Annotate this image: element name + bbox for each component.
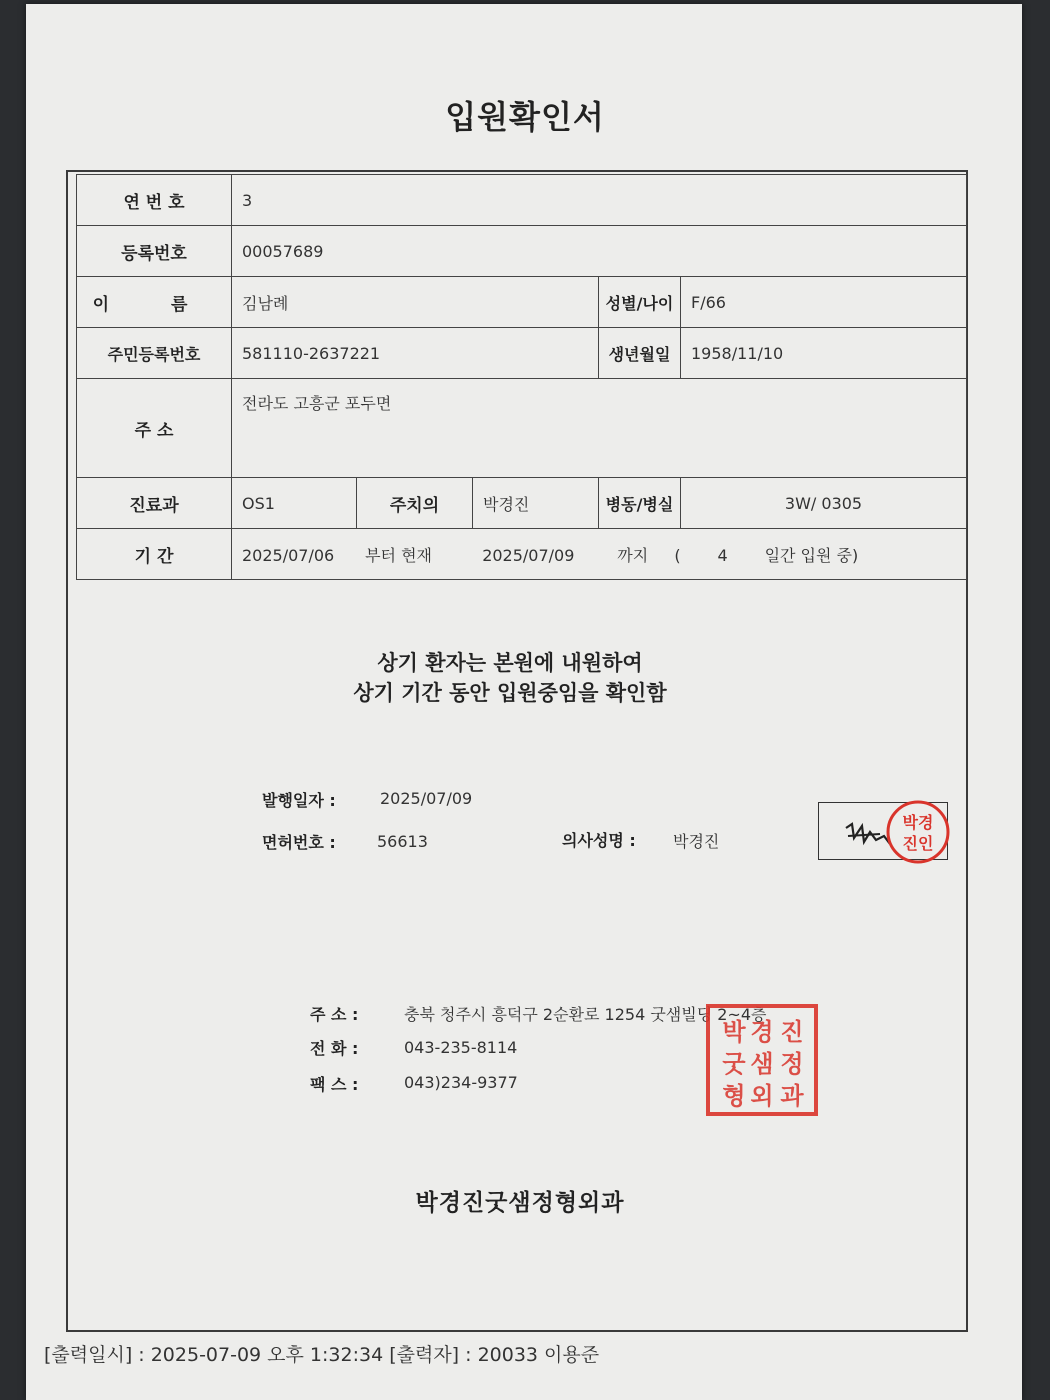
period-value — [232, 529, 967, 580]
seal-char: 박 — [722, 1018, 746, 1046]
seal-char: 형 — [722, 1082, 746, 1110]
period-until: 까지 — [617, 545, 649, 565]
seal-char: 정 — [780, 1050, 804, 1078]
seal-char: 과 — [780, 1082, 804, 1110]
issue-date-value: 2025/07/09 — [380, 789, 473, 808]
ward-label: 병동/병실 — [599, 478, 681, 529]
doctor-name-value: 박경진 — [673, 832, 720, 851]
serial-label: 연 번 호 — [77, 175, 232, 226]
seal-char: 외 — [750, 1082, 774, 1110]
serial-value: 3 — [232, 175, 967, 226]
hospital-phone-label: 전 화 : — [310, 1039, 359, 1058]
hospital-address-value: 충북 청주시 흥덕구 2순환로 1254 굿샘빌딩 2~4층 — [404, 1005, 767, 1024]
sex-age-value: F/66 — [681, 277, 967, 328]
sex-age-label: 성별/나이 — [599, 277, 681, 328]
doctor-signature-seal — [818, 792, 958, 872]
row-name — [77, 277, 967, 328]
statement-line-1: 상기 환자는 본원에 내원하여 — [377, 651, 643, 675]
period-end: 2025/07/09 — [482, 545, 575, 565]
period-from: 부터 현재 — [365, 545, 433, 565]
row-serial — [77, 175, 967, 226]
period-start: 2025/07/06 — [242, 545, 335, 565]
doctor-seal-circle — [888, 802, 948, 862]
license-label: 면허번호 : — [262, 833, 336, 852]
address-label: 주 소 — [77, 379, 232, 478]
hospital-fax-value: 043)234-9377 — [404, 1073, 518, 1092]
doctor-name-label: 의사성명 : — [562, 831, 636, 850]
period-label: 기 간 — [77, 529, 232, 580]
seal-char: 진 — [780, 1018, 804, 1046]
hospital-phone-value: 043-235-8114 — [404, 1038, 518, 1057]
row-department — [77, 478, 967, 529]
dob-value: 1958/11/10 — [681, 328, 967, 379]
reg-no-value: 00057689 — [232, 226, 967, 277]
row-period — [77, 529, 967, 580]
name-value: 김남례 — [232, 277, 599, 328]
dept-value: OS1 — [232, 478, 357, 529]
period-suffix: 일간 입원 중) — [764, 545, 859, 565]
rrn-label: 주민등록번호 — [77, 328, 232, 379]
ward-value: 3W/ 0305 — [681, 478, 967, 529]
doctor-seal-bottom: 진인 — [902, 834, 934, 853]
license-value: 56613 — [377, 832, 428, 851]
doctor-label: 주치의 — [357, 478, 473, 529]
dept-label: 진료과 — [77, 478, 232, 529]
reg-no-label: 등록번호 — [77, 226, 232, 277]
page-title: 입원확인서 — [445, 98, 605, 136]
issue-date-label: 발행일자 : — [262, 791, 336, 810]
period-days: 4 — [717, 545, 728, 565]
rrn-value: 581110-2637221 — [232, 328, 599, 379]
seal-char: 경 — [750, 1018, 774, 1046]
address-value: 전라도 고흥군 포두면 — [232, 379, 967, 478]
period-paren: ( — [674, 545, 681, 565]
print-footer: [출력일시] : 2025-07-09 오후 1:32:34 [출력자] : 20033 이용준 — [44, 1344, 600, 1366]
hospital-name: 박경진굿샘정형외과 — [415, 1190, 625, 1216]
seal-char: 샘 — [750, 1050, 774, 1078]
hospital-address-label: 주 소 : — [310, 1005, 359, 1024]
name-label: 이 름 — [77, 277, 232, 328]
row-reg-no — [77, 226, 967, 277]
seal-char: 굿 — [722, 1050, 746, 1078]
patient-info-table — [76, 174, 967, 580]
doctor-value: 박경진 — [473, 478, 599, 529]
dob-label: 생년월일 — [599, 328, 681, 379]
row-address — [77, 379, 967, 478]
hospital-seal — [704, 1002, 820, 1118]
hospital-fax-label: 팩 스 : — [310, 1075, 359, 1094]
doctor-seal-top: 박경 — [902, 813, 934, 832]
confirmation-statement — [0, 648, 1020, 708]
row-rrn — [77, 328, 967, 379]
statement-line-2: 상기 기간 동안 입원중임을 확인함 — [353, 681, 667, 705]
